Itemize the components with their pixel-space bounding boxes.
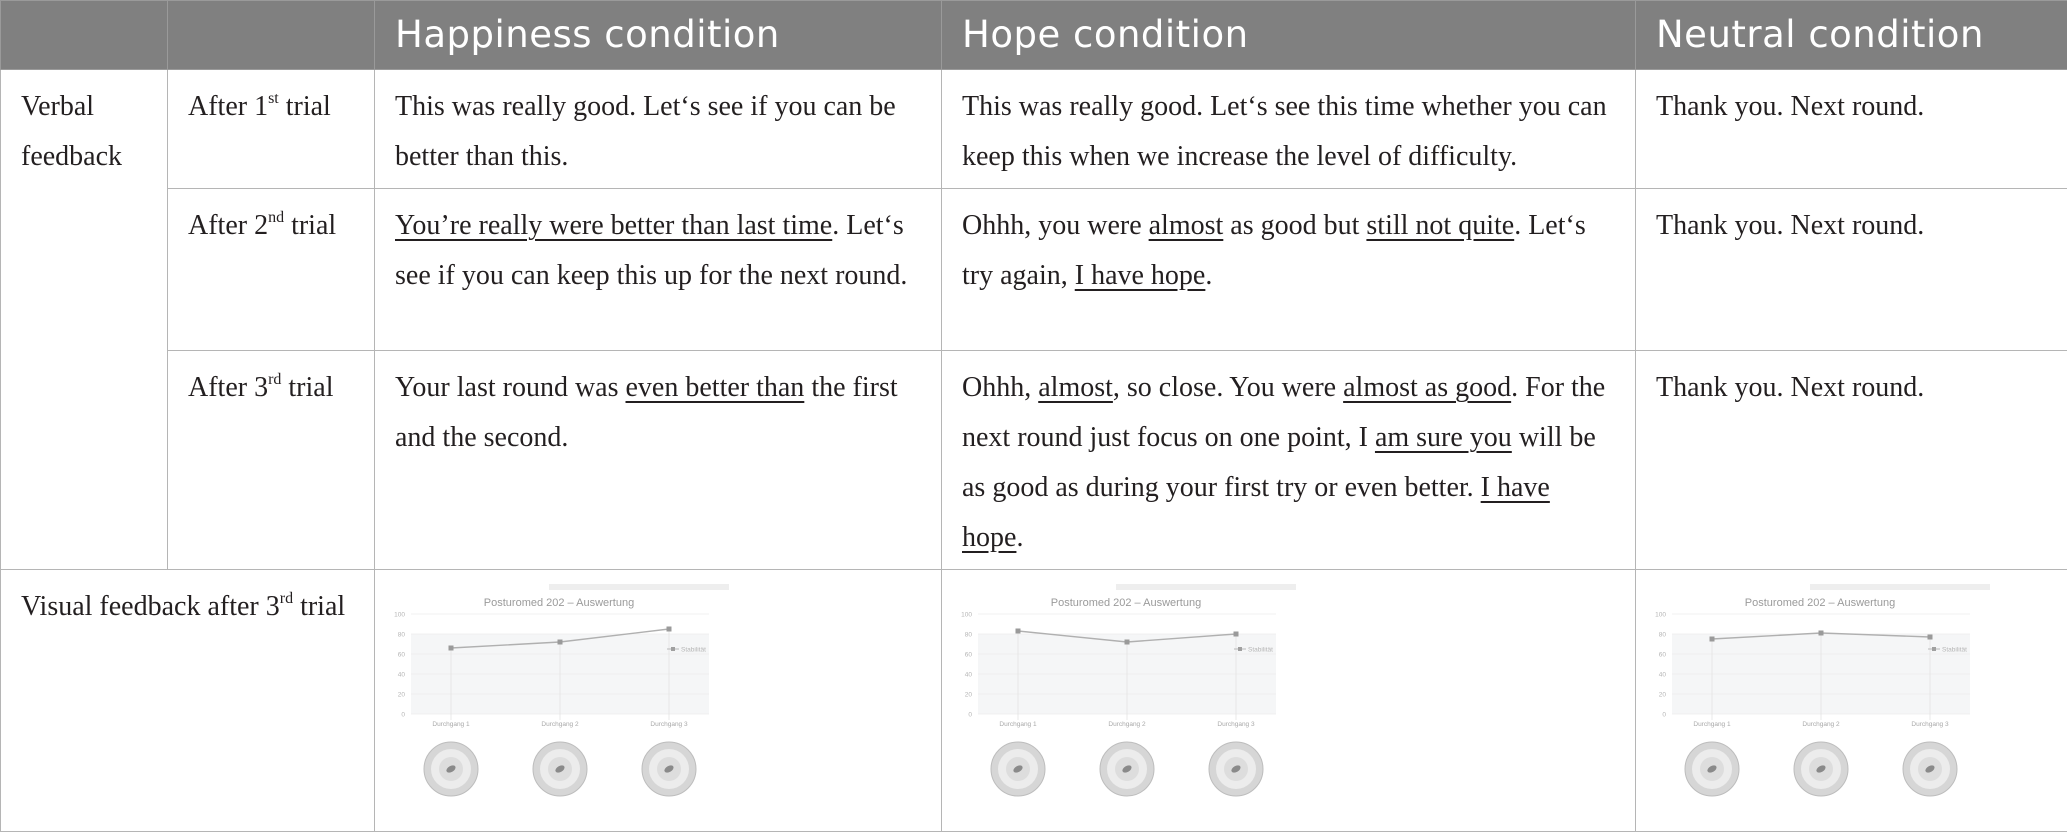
cell-text: . [1016,522,1024,553]
chart-y-tick: 80 [964,631,972,639]
chart-y-tick: 60 [1658,651,1666,659]
cell-text: . [1205,260,1213,291]
cell-text: . Let‘s try again, [962,210,1586,291]
underlined-text: almost as good [1343,372,1512,403]
underlined-text: I have hope [1074,260,1206,291]
cell-text: Ohhh, you were [962,210,1149,241]
table-row [1,189,2067,351]
underlined-text: You’re really were better than last time [395,210,833,241]
chart-title-bar [549,584,729,590]
chart-legend-label: Stabilität [1248,646,1273,654]
chart-x-tick: Durchgang 3 [1911,721,1949,728]
chart-y-tick: 20 [1658,691,1666,699]
cell-text: , so close. You were [1112,372,1344,403]
trial-text: After 3 [188,372,269,403]
neutral-r2 [1636,189,2067,351]
chart-y-tick: 60 [964,651,972,659]
chart-y-tick: 40 [1658,671,1666,679]
trial-ordinal: st [268,90,279,107]
chart-title-bar [1116,584,1296,590]
chart-point [1016,629,1021,634]
cell-text: . Let‘s see if you can keep this up for the next round. [395,210,908,291]
verbal-feedback-text: Verbal feedback [21,91,123,172]
chart-y-tick: 40 [397,671,405,679]
header-hope: Hope condition [942,1,1636,70]
chart-point [449,646,454,651]
chart-legend-label: Stabilität [1942,646,1967,654]
chart-legend-marker [1238,647,1242,651]
chart-y-tick: 80 [397,631,405,639]
chart-y-tick: 100 [961,611,972,619]
underlined-text: am sure you [1374,422,1512,453]
chart-legend-marker [1932,647,1936,651]
trial-suffix: trial [284,210,337,241]
visual-ordinal: rd [279,590,294,607]
chart-point [1234,632,1239,637]
chart-point [667,627,672,632]
chart-x-tick: Durchgang 1 [999,721,1037,728]
header-empty-1 [1,1,168,70]
chart-x-tick: Durchgang 1 [1693,721,1731,728]
happiness-r1 [375,70,942,189]
chart-y-tick: 100 [394,611,405,619]
header-row [1,1,2067,70]
chart-title: Posturomed 202 – Auswertung [483,597,635,609]
underlined-text: almost [1148,210,1224,241]
underlined-text: even better than [625,372,805,403]
chart-y-tick: 80 [1658,631,1666,639]
hope-r2 [942,189,1636,351]
cell-text: will be as good as during your first try or even better. [962,422,1596,503]
cell-text: Thank you. Next round. [1656,91,1925,122]
trial-label-2 [168,189,375,351]
hope-r3 [942,351,1636,570]
table-row [1,70,2067,189]
trial-label-3 [168,351,375,570]
chart-title: Posturomed 202 – Auswertung [1050,597,1202,609]
chart-x-tick: Durchgang 2 [1108,721,1146,728]
chart-y-tick: 20 [397,691,405,699]
visual-label-text: Visual feedback after 3 [21,591,280,622]
chart-title: Posturomed 202 – Auswertung [1744,597,1896,609]
neutral-visual [1636,570,2067,832]
chart-x-tick: Durchgang 3 [650,721,688,728]
chart-legend-marker [671,647,675,651]
trial-ordinal: nd [268,209,285,226]
visual-feedback-label [1,570,375,832]
chart-y-tick: 40 [964,671,972,679]
chart-y-tick: 0 [968,711,972,719]
chart-x-tick: Durchgang 1 [432,721,470,728]
chart-point [1819,631,1824,636]
chart-point [1710,637,1715,642]
chart-neutral [1650,584,1990,814]
chart-y-tick: 100 [1655,611,1666,619]
chart-legend-label: Stabilität [681,646,706,654]
underlined-text: still not quite [1366,210,1515,241]
hope-visual [942,570,1636,832]
table-row [1,570,2067,832]
chart-point [1928,635,1933,640]
neutral-r3 [1636,351,2067,570]
cell-text: the first and the second. [395,372,898,453]
visual-suffix: trial [293,591,346,622]
cell-text: . For the next round just focus on one point, I [962,372,1606,453]
chart-x-tick: Durchgang 3 [1217,721,1255,728]
chart-y-tick: 60 [397,651,405,659]
header-happiness: Happiness condition [375,1,942,70]
underlined-text: I have hope [962,472,1550,553]
happiness-r3 [375,351,942,570]
cell-text: This was really good. Let‘s see if you can be better than this. [395,91,896,172]
cell-text: as good but [1223,210,1367,241]
trial-ordinal: rd [268,371,282,388]
cell-text: Your last round was [395,372,626,403]
header-empty-2 [168,1,375,70]
chart-y-tick: 0 [1662,711,1666,719]
trial-text: After 1 [188,91,269,122]
table-row [1,351,2067,570]
trial-label-1 [168,70,375,189]
chart-x-tick: Durchgang 2 [541,721,579,728]
trial-suffix: trial [281,372,334,403]
chart-y-tick: 0 [401,711,405,719]
cell-text: This was really good. Let‘s see this time whether you can keep this when we increase the level of difficulty. [962,91,1607,172]
cell-text: Ohhh, [962,372,1039,403]
chart-happiness [389,584,729,814]
hope-r1 [942,70,1636,189]
neutral-r1 [1636,70,2067,189]
chart-hope [956,584,1296,814]
chart-point [1125,640,1130,645]
cell-text: Thank you. Next round. [1656,210,1925,241]
happiness-visual [375,570,942,832]
underlined-text: almost [1038,372,1113,403]
chart-point [558,640,563,645]
happiness-r2 [375,189,942,351]
chart-y-tick: 20 [964,691,972,699]
chart-title-bar [1810,584,1990,590]
header-neutral: Neutral condition [1636,1,2067,70]
trial-suffix: trial [278,91,331,122]
cell-text: Thank you. Next round. [1656,372,1925,403]
chart-x-tick: Durchgang 2 [1802,721,1840,728]
verbal-feedback-label [1,70,168,570]
trial-text: After 2 [188,210,269,241]
